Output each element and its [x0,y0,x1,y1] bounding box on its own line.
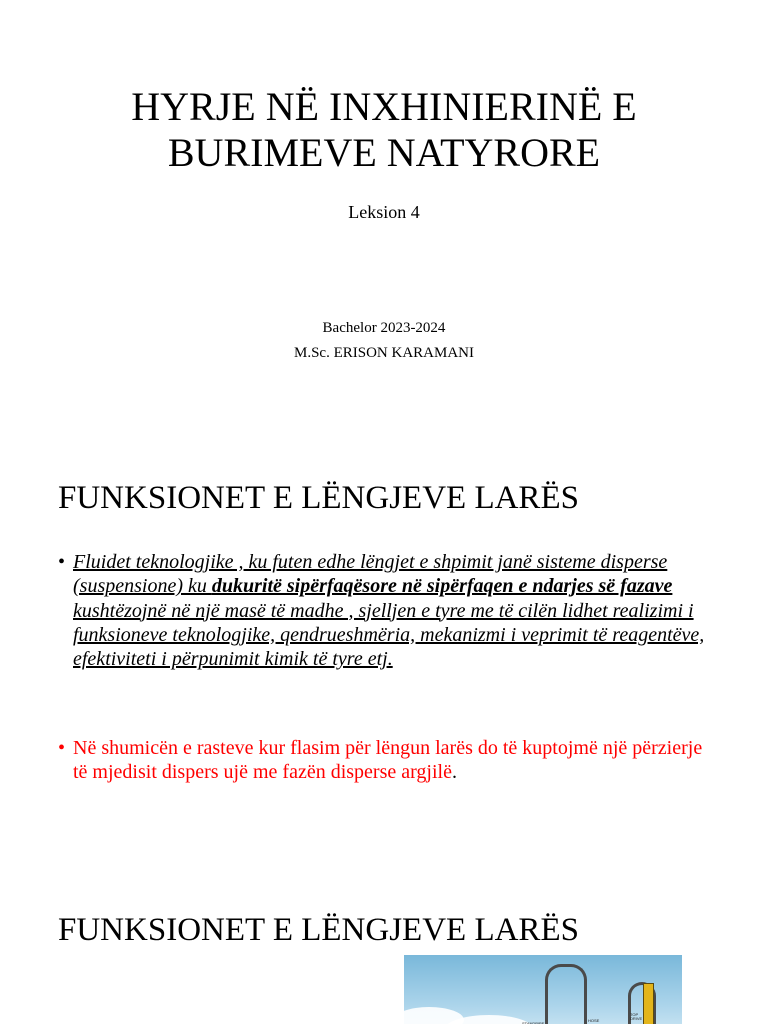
author-name: M.Sc. ERISON KARAMANI [293,345,474,361]
diagram-label-top-drive: TOP DRIVE [630,1012,643,1021]
bullet-item-fluids [58,550,718,671]
bullet-icon: • [58,551,66,573]
bullet-text-part2: kushtëzojnë në një masë të madhe , sjelljen e tyre me të cilën lidhet realizimi i funksioneve teknologjike, qendrueshmëria, mekanizmi i veprimit të reagentëve, efektiviteti i përpunimit kimik të tyre etj. [73,599,705,671]
bullet-text [73,550,718,671]
bullet-text-part1: Fluidet teknologjike , ku futen edhe lëngjet e shpimit janë sisteme disperse (suspensione) ku [73,551,668,598]
standpipe-hose-shape [545,964,587,1024]
bullet-text [73,736,718,785]
lecture-number: Leksion 4 [348,202,420,222]
lecture-title-line2: BURIMEVE NATYRORE [167,130,601,175]
title-slide [0,0,768,432]
top-drive-shape [643,983,654,1024]
functions-slide-2 [0,864,768,1024]
lecture-title-line1: HYRJE NË INXHINIERINË E [131,84,637,129]
slide-title: FUNKSIONET E LËNGJEVE LARËS [58,480,579,516]
bullet-icon: • [58,737,66,759]
bullet-text-bold: dukuritë sipërfaqësore në sipërfaqen e ndarjes së fazave [211,575,673,598]
diagram-label-hose: HOSE [588,1018,600,1023]
academic-year: Bachelor 2023-2024 [322,320,446,336]
course-info [0,316,768,366]
lecture-title [0,84,768,176]
bullet-text-red: Në shumicën e rasteve kur flasim për lëngun larës do të kuptojmë një përzierje të mjedisit dispers ujë me fazën disperse argjilë [73,737,703,784]
drilling-rig-diagram [404,955,682,1024]
diagram-label-standpipe: STANDPIPE [522,1021,545,1024]
functions-slide [0,432,768,864]
bullet-text-period: . [451,761,457,784]
slide-title: FUNKSIONET E LËNGJEVE LARËS [58,912,579,948]
bullet-item-mud [58,736,718,785]
